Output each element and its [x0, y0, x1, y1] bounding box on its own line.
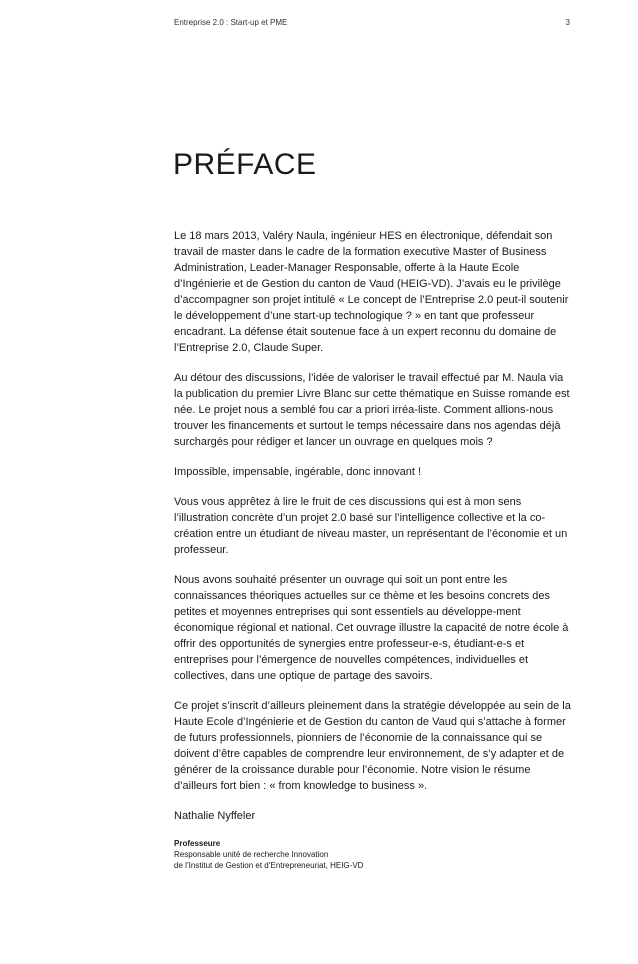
signature-name: Nathalie Nyffeler: [174, 810, 256, 822]
paragraph: Au détour des discussions, l’idée de valoriser le travail effectué par M. Naula via la publication du premier Livre Blanc sur cette thématique en Suisse romande est née. Le projet nous a semblé fou car a priori irréa-liste. Comment allions-nous trouver les financements et surtout le temps nécessaire dans nos agendas déjà surchargés pour rédiger et lancer un ouvrage en quelques mois ?: [174, 372, 570, 448]
signature-affiliation-line: Responsable unité de recherche Innovation: [174, 850, 329, 859]
paragraph: Impossible, impensable, ingérable, donc innovant !: [174, 466, 422, 478]
running-header: [174, 18, 570, 27]
page-title: PRÉFACE: [173, 148, 317, 181]
page-number: 3: [565, 18, 570, 27]
signature-affiliation-line: de l’Institut de Gestion et d’Entrepreneuriat, HEIG-VD: [174, 861, 364, 870]
preface-body: [174, 228, 574, 871]
paragraph: Vous vous apprêtez à lire le fruit de ces discussions qui est à mon sens l’illustration concrète d’un projet 2.0 basé sur l’intelligence collective et la co-création entre un étudiant de niveau master, un représentant de l’économie et un professeur.: [174, 496, 568, 556]
signature-block: [174, 838, 574, 871]
running-title: Entreprise 2.0 : Start-up et PME: [174, 18, 288, 27]
paragraph: Le 18 mars 2013, Valéry Naula, ingénieur HES en électronique, défendait son travail de master dans le cadre de la formation executive Master of Business Administration, Leader-Manager Responsable, offerte à la Haute Ecole d’Ingénierie et de Gestion du canton de Vaud (HEIG-VD). J’avais eu le privilège d’accompagner son projet intitulé « Le concept de l’Entreprise 2.0 peut-il soutenir le développement d’une start-up technologique ? » en tant que professeur encadrant. La défense était soutenue face à un expert reconnu du domaine de l’Entreprise 2.0, Claude Super.: [174, 230, 569, 354]
paragraph: Ce projet s’inscrit d’ailleurs pleinement dans la stratégie développée au sein de la Haute Ecole d’Ingénierie et de Gestion du canton de Vaud qui s’attache à former de futurs professionnels, pionniers de l’économie de la connaissance qui se doivent d’être capables de comprendre leur environnement, de s’y adapter et de générer de la croissance durable pour l’économie. Notre vision le résume d’ailleurs fort bien : « from knowledge to business ».: [174, 700, 571, 792]
paragraph: Nous avons souhaité présenter un ouvrage qui soit un pont entre les connaissances théoriques actuelles sur ce thème et les besoins concrets des petites et moyennes entreprises qui sont essentiels au développe-ment économique régional et national. Cet ouvrage illustre la capacité de notre école à offrir des opportunités de synergies entre professeur-e-s, étudiant-e-s et entreprises pour l’émergence de nouvelles compétences, individuelles et collectives, dans une optique de partage des savoirs.: [174, 574, 569, 682]
signature-role: Professeure: [174, 839, 221, 848]
